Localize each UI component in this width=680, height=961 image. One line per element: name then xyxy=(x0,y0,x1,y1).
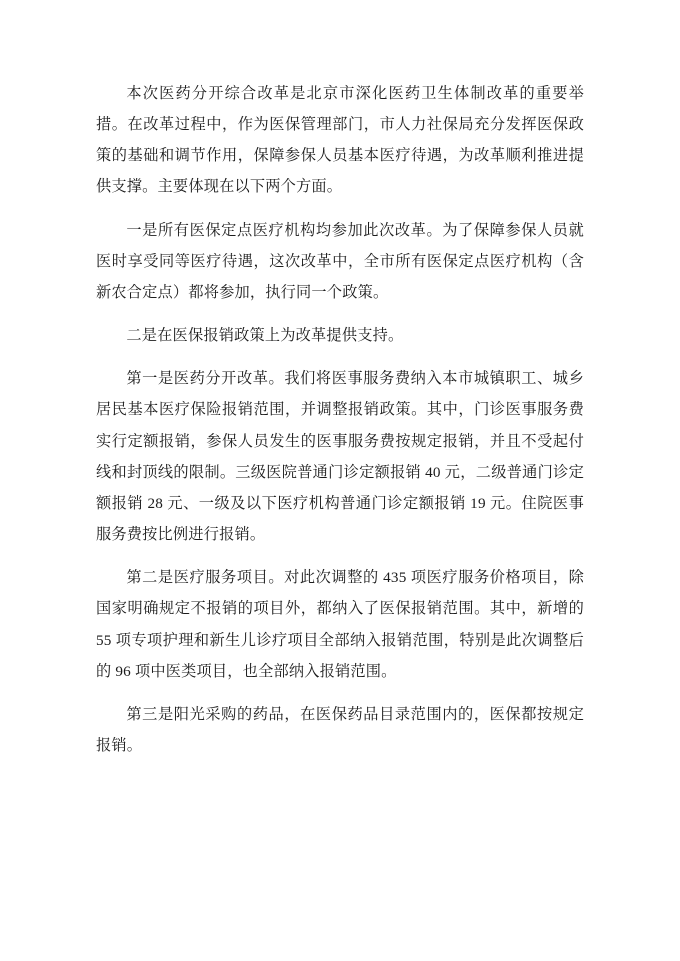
paragraph: 一是所有医保定点医疗机构均参加此次改革。为了保障参保人员就医时享受同等医疗待遇，这次改革中，全市所有医保定点医疗机构（含新农合定点）都将参加，执行同一个政策。 xyxy=(96,221,584,301)
paragraph: 本次医药分开综合改革是北京市深化医药卫生体制改革的重要举措。在改革过程中，作为医保管理部门，市人力社保局充分发挥医保政策的基础和调节作用，保障参保人员基本医疗待遇，为改革顺利推进提供支撑。主要体现在以下两个方面。 xyxy=(96,85,584,196)
paragraph: 二是在医保报销政策上为改革提供支持。 xyxy=(126,327,404,345)
paragraph: 第三是阳光采购的药品，在医保药品目录范围内的，医保都按规定报销。 xyxy=(96,705,584,754)
paragraph: 第二是医疗服务项目。对此次调整的 435 项医疗服务价格项目，除国家明确规定不报销的项目外，都纳入了医保报销范围。其中，新增的 55 项专项护理和新生儿诊疗项目全部纳入报销范围，特别是此次调整后的 96 项中医类项目，也全部纳入报销范围。 xyxy=(96,569,584,680)
paragraph: 第一是医药分开改革。我们将医事服务费纳入本市城镇职工、城乡居民基本医疗保险报销范围，并调整报销政策。其中，门诊医事服务费实行定额报销，参保人员发生的医事服务费按规定报销，并且不受起付线和封顶线的限制。三级医院普通门诊定额报销 40 元，二级普通门诊定额报销 28 元、一级及以下医疗机构普通门诊定额报销 19 元。住院医事服务费按比例进行报销。 xyxy=(96,370,584,544)
document-body xyxy=(96,78,584,761)
